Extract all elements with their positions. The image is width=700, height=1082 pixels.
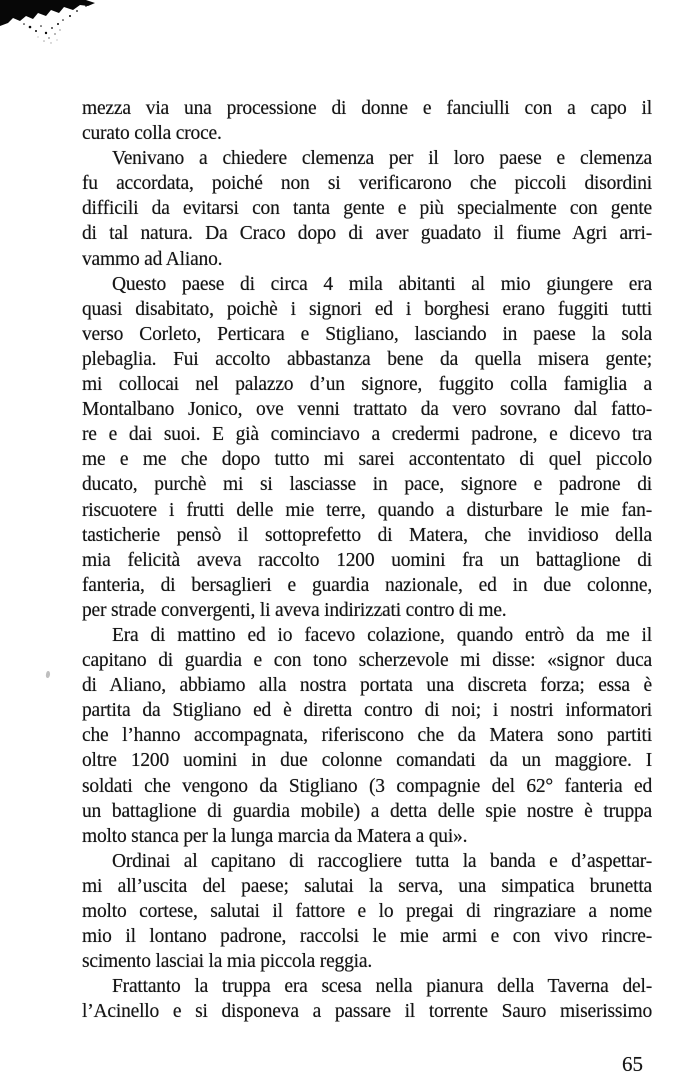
text-line: molto cortese, salutai il fattore e lo pregai di ringraziare a nome xyxy=(82,901,652,922)
text-line: l’Acinello e si disponeva a passare il torrente Sauro miserissimo xyxy=(82,1001,652,1023)
ink-blot-artifact xyxy=(0,0,110,48)
scan-speck xyxy=(45,671,50,679)
text-line: mezza via una processione di donne e fanciulli con a capo il xyxy=(82,98,652,119)
text-line: di tal natura. Da Craco dopo di aver guadato il fiume Agri arri- xyxy=(82,223,652,245)
text-line: verso Corleto, Perticara e Stigliano, lasciando in paese la sola xyxy=(82,323,652,345)
text-line: Venivano a chiedere clemenza per il loro paese e clemenza xyxy=(112,148,652,170)
text-line: mi collocai nel palazzo d’un signore, fuggito colla famiglia a xyxy=(82,374,652,396)
text-line: un battaglione di guardia mobile) a detta delle spie nostre è truppa xyxy=(82,800,652,822)
text-line: difficili da evitarsi con tanta gente e più specialmente con gente xyxy=(82,198,652,220)
text-line: per strade convergenti, li aveva indirizzati contro di me. xyxy=(82,599,507,621)
text-line: molto stanca per la lunga marcia da Matera a qui». xyxy=(82,825,468,847)
text-line: fanteria, di bersaglieri e guardia nazionale, ed in due colonne, xyxy=(82,574,652,596)
text-line: re e dai suoi. E già cominciavo a credermi padrone, e dicevo tra xyxy=(82,424,652,446)
text-line: tasticherie pensò il sottoprefetto di Matera, che invidioso della xyxy=(82,524,652,546)
text-line: vammo ad Aliano. xyxy=(82,248,223,270)
text-line: capitano di guardia e con tono scherzevole mi disse: «signor duca xyxy=(82,650,652,672)
text-line: Ordinai al capitano di raccogliere tutta la banda e d’aspettar- xyxy=(112,850,652,872)
text-line: mi all’uscita del paese; salutai la serva, una simpatica brunetta xyxy=(82,875,652,897)
text-line: curato colla croce. xyxy=(82,123,222,145)
paragraph xyxy=(82,146,652,271)
text-line: quasi disabitato, poichè i signori ed i borghesi erano fuggiti tutti xyxy=(82,298,652,320)
text-line: che l’hanno accompagnata, riferiscono che da Matera sono partiti xyxy=(82,725,652,747)
text-line: riscuotere i frutti delle mie terre, quando a disturbare le mie fan- xyxy=(82,499,652,521)
text-line: mia felicità aveva raccolto 1200 uomini fra un battaglione di xyxy=(82,549,652,571)
text-line: fu accordata, poiché non si verificarono che piccoli disordini xyxy=(82,173,652,195)
paragraph xyxy=(82,96,652,146)
text-line: oltre 1200 uomini in due colonne comandati da un maggiore. I xyxy=(82,750,652,772)
text-line: mio il lontano padrone, raccolsi le mie armi e con vivo rincre- xyxy=(82,926,652,948)
paragraph xyxy=(82,272,652,623)
text-line: scimento lasciai la mia piccola reggia. xyxy=(82,951,372,973)
text-line: Era di mattino ed io facevo colazione, quando entrò da me il xyxy=(112,624,652,646)
text-line: Questo paese di circa 4 mila abitanti al mio giungere era xyxy=(112,273,652,295)
paragraph xyxy=(82,849,652,974)
text-line: soldati che vengono da Stigliano (3 compagnie del 62° fanteria ed xyxy=(82,775,652,797)
text-line: Frattanto la truppa era scesa nella pianura della Taverna del- xyxy=(112,976,652,998)
text-line: ducato, purchè mi si lasciasse in pace, signore e padrone di xyxy=(82,474,652,496)
page-text xyxy=(82,96,652,1024)
paragraph xyxy=(82,623,652,849)
text-line: me e me che dopo tutto mi sarei accontentato di quel piccolo xyxy=(82,449,652,471)
page-number: 65 xyxy=(622,1052,643,1076)
text-line: Montalbano Jonico, ove venni trattato da vero sovrano dal fatto- xyxy=(82,399,652,421)
text-line: di Aliano, abbiamo alla nostra portata una discreta forza; essa è xyxy=(82,675,652,697)
text-line: plebaglia. Fui accolto abbastanza bene da quella misera gente; xyxy=(82,348,652,370)
text-line: partita da Stigliano ed è diretta contro di noi; i nostri informatori xyxy=(82,700,652,722)
paragraph xyxy=(82,974,652,1024)
